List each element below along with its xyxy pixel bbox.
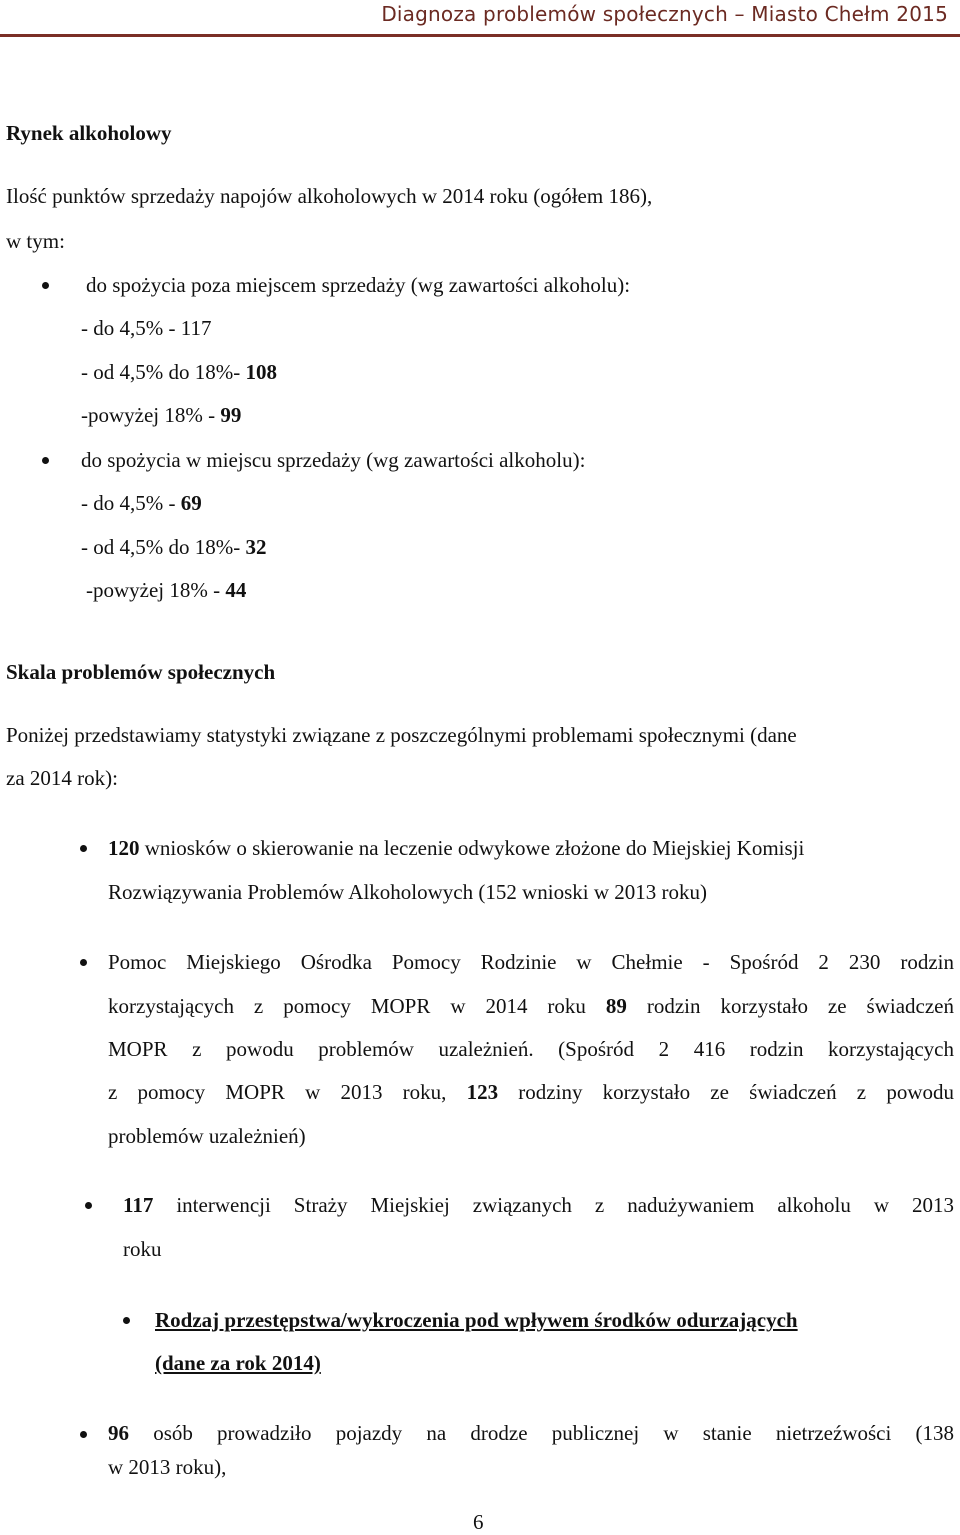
list-item: -powyżej 18% - 44 [86,578,247,602]
page-number: 6 [473,1510,484,1534]
intro-line: Ilość punktów sprzedaży napojów alkoholowych w 2014 roku (ogółem 186), [6,184,653,208]
stat-line: korzystających z pomocy MOPR w 2014 roku 89 rodzin korzystało ze świadczeń [108,994,954,1018]
section-heading-alcohol-market: Rynek alkoholowy [6,121,172,145]
stat-line: Rozwiązywania Problemów Alkoholowych (152 wnioski w 2013 roku) [108,880,708,904]
stat-line: z pomocy MOPR w 2013 roku, 123 rodziny korzystało ze świadczeń z powodu [108,1080,954,1104]
subsection-heading: (dane za rok 2014) [155,1351,321,1375]
bullet-icon [80,959,87,966]
list-item: - od 4,5% do 18%- 108 [81,360,277,384]
group-label: do spożycia poza miejscem sprzedaży (wg zawartości alkoholu): [86,273,631,297]
bullet-icon [42,457,49,464]
stat-line: 96 osób prowadziło pojazdy na drodze publicznej w stanie nietrzeźwości (138 [108,1421,954,1445]
list-item: - do 4,5% - 117 [81,316,212,340]
intro-line: w tym: [6,229,65,253]
stat-line: roku [123,1237,162,1261]
header-title: Diagnoza problemów społecznych – Miasto Chełm 2015 [381,2,948,26]
bullet-icon [123,1317,130,1324]
stat-line: w 2013 roku), [108,1455,227,1479]
bullet-icon [85,1202,92,1209]
section-heading-social-problems: Skala problemów społecznych [6,660,276,684]
list-item: -powyżej 18% - 99 [81,403,242,427]
subsection-heading: Rodzaj przestępstwa/wykroczenia pod wpływem środków odurzających [155,1308,798,1332]
page-header [0,0,960,40]
stat-line: problemów uzależnień) [108,1124,306,1148]
bullet-icon [42,282,49,289]
bullet-icon [80,1431,87,1438]
stat-line: 120 wniosków o skierowanie na leczenie odwykowe złożone do Miejskiej Komisji [108,836,805,860]
group-label: do spożycia w miejscu sprzedaży (wg zawartości alkoholu): [81,448,586,472]
stat-line: MOPR z powodu problemów uzależnień. (Spośród 2 416 rodzin korzystających [108,1037,954,1061]
intro-line: za 2014 rok): [6,766,118,790]
list-item: - od 4,5% do 18%- 32 [81,535,267,559]
intro-line: Poniżej przedstawiamy statystyki związane z poszczególnymi problemami społecznymi (dane [6,723,797,747]
stat-line: 117 interwencji Straży Miejskiej związanych z nadużywaniem alkoholu w 2013 [123,1193,954,1217]
bullet-icon [80,845,87,852]
list-item: - do 4,5% - 69 [81,491,202,515]
stat-line: Pomoc Miejskiego Ośrodka Pomocy Rodzinie w Chełmie - Spośród 2 230 rodzin [108,950,954,974]
header-rule [0,34,960,37]
